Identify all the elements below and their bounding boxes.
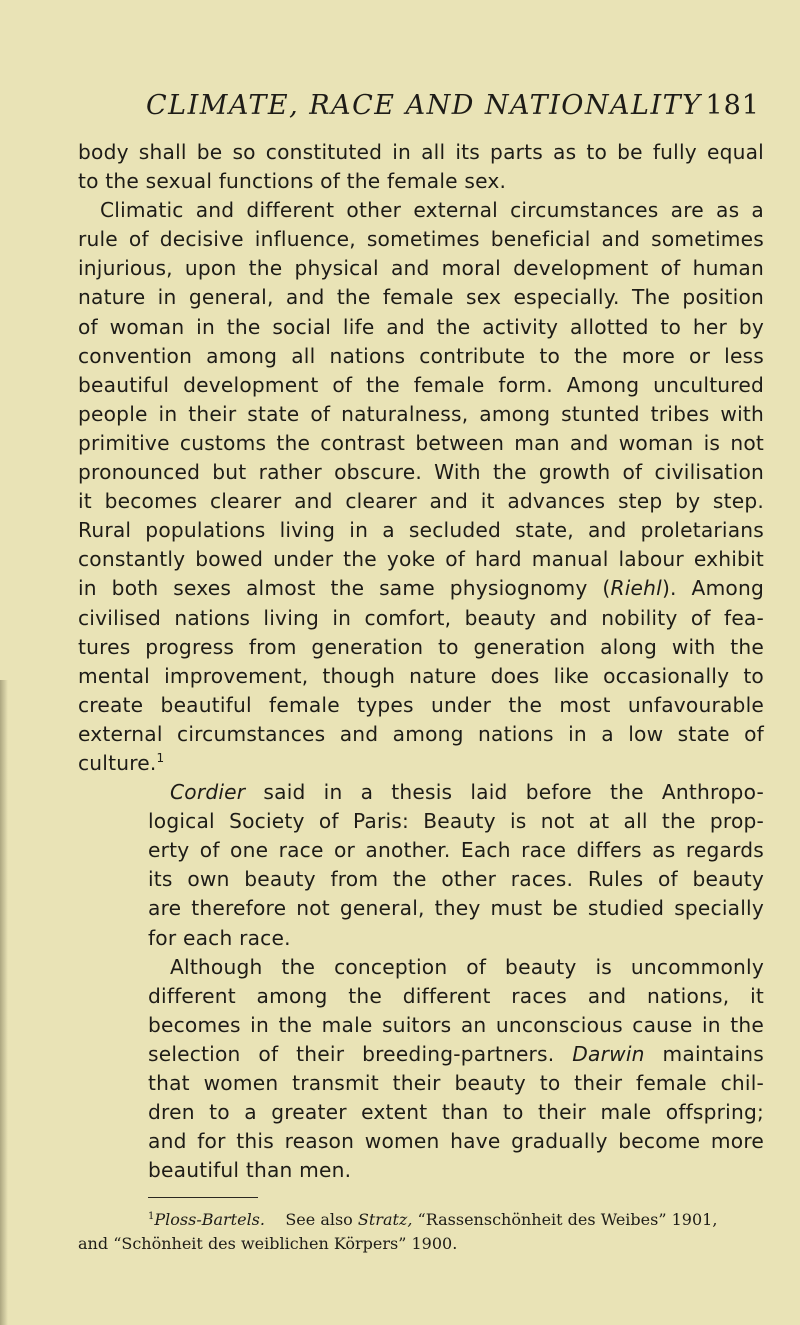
footnote-title-2: “Schönheit des weiblichen Körpers” — [113, 1234, 407, 1253]
text-line: to the sexual functions of the female sex. — [78, 169, 507, 194]
text-line: people in their state of naturalness, among stunted tribes with — [78, 401, 764, 426]
text-line: for each race. — [148, 925, 291, 950]
text-line: create beautiful female types under the most unfavourable — [78, 692, 764, 717]
text-line — [148, 1040, 764, 1069]
text-line: erty of one race or another. Each race differs as regards — [148, 838, 764, 863]
page-gutter-shadow — [0, 680, 8, 1325]
footnote-author-2: Stratz, — [357, 1210, 413, 1229]
text-line: it becomes clearer and clearer and it advances step by step. — [78, 489, 764, 514]
text-line: different among the different races and nations, it — [148, 983, 764, 1008]
footnote-year-1: 1901, — [671, 1210, 718, 1229]
text-line: civilised nations living in comfort, beauty and nobility of fea- — [78, 605, 764, 630]
text-line: body shall be so constituted in all its parts as to be fully equal — [78, 140, 764, 164]
footnote-reference: 1 — [156, 750, 165, 765]
text-line: its own beauty from the other races. Rules of beauty — [148, 867, 764, 892]
text-line: Rural populations living in a secluded state, and proletarians — [78, 518, 764, 543]
text-line: constantly bowed under the yoke of hard manual labour exhibit — [78, 547, 764, 572]
text-line: Climatic and different other external circumstances are as a — [100, 198, 764, 223]
cited-author-darwin: Darwin — [572, 1041, 645, 1066]
footnote-marker: 1 — [148, 1211, 155, 1222]
footnote-line — [148, 1208, 764, 1232]
text-segment: in both sexes almost the same physiognomy ( — [78, 576, 611, 601]
text-line: primitive customs the contrast between man and woman is not — [78, 430, 764, 455]
footnote-rule — [148, 1197, 258, 1198]
text-segment: said in a thesis laid before the Anthropo- — [245, 780, 764, 805]
text-line: are therefore not general, they must be studied specially — [148, 896, 764, 921]
text-line — [148, 778, 764, 807]
text-line: beautiful than men. — [148, 1158, 352, 1183]
text-line — [78, 574, 764, 603]
text-line: injurious, upon the physical and moral development of human — [78, 256, 764, 281]
running-head: CLIMATE, RACE AND NATIONALITY — [146, 90, 702, 121]
text-segment: culture. — [78, 750, 157, 775]
footnote-line — [78, 1232, 764, 1256]
text-line: mental improvement, though nature does like occasionally to — [78, 663, 764, 688]
footnote — [78, 1208, 764, 1256]
text-line: and for this reason women have gradually become more — [148, 1129, 764, 1154]
page-header — [80, 86, 760, 126]
text-line — [78, 749, 764, 778]
text-line: of woman in the social life and the activity allotted to her by — [78, 314, 764, 339]
cited-author-riehl: Riehl — [610, 576, 662, 601]
text-line: pronounced but rather obscure. With the growth of civilisation — [78, 460, 764, 485]
text-segment: ). Among — [661, 576, 764, 601]
footnote-text: See also — [285, 1210, 353, 1229]
text-line: Although the conception of beauty is uncommonly — [170, 954, 764, 979]
text-segment: maintains — [644, 1041, 764, 1066]
text-line: becomes in the male suitors an unconscious cause in the — [148, 1012, 764, 1037]
text-line: rule of decisive influence, sometimes beneficial and sometimes — [78, 227, 764, 252]
text-segment: selection of their breeding-partners. — [148, 1041, 573, 1066]
text-line: nature in general, and the female sex especially. The position — [78, 285, 764, 310]
body-text — [78, 138, 764, 1185]
text-line: beautiful development of the female form. Among uncultured — [78, 372, 764, 397]
page-number: 181 — [705, 90, 760, 121]
text-line: that women transmit their beauty to their female chil- — [148, 1071, 764, 1095]
footnote-title-1: “Rassenschönheit des Weibes” — [417, 1210, 667, 1229]
text-line: dren to a greater extent than to their male offspring; — [148, 1100, 764, 1125]
footnote-author: Ploss-Bartels. — [154, 1210, 265, 1229]
footnote-year-2: 1900. — [411, 1234, 458, 1253]
footnote-text: and — [78, 1234, 109, 1253]
text-line: convention among all nations contribute to the more or less — [78, 343, 764, 368]
text-line: logical Society of Paris: Beauty is not at all the prop- — [148, 809, 764, 834]
text-line: external circumstances and among nations in a low state of — [78, 721, 764, 746]
cited-author-cordier: Cordier — [170, 780, 246, 805]
text-line: tures progress from generation to generation along with the — [78, 634, 764, 659]
